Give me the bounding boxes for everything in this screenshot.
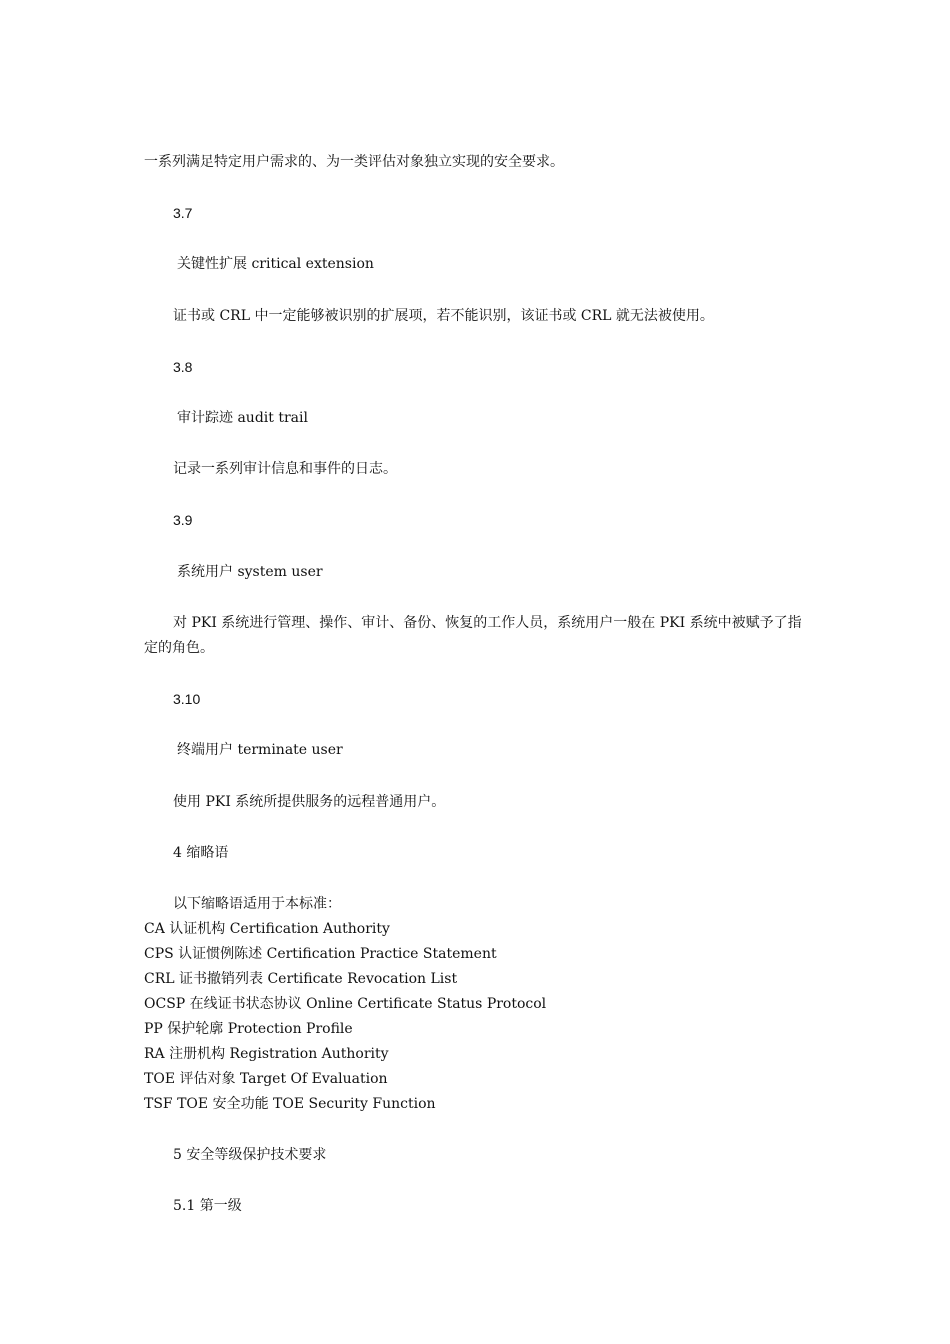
abbreviation-item: CRL 证书撤销列表 Certificate Revocation List [144,971,458,987]
term-definition: 证书或 CRL 中一定能够被识别的扩展项，若不能识别，该证书或 CRL 就无法被使用。 [173,308,714,324]
term-number: 3.10 [173,691,201,707]
term-definition: 记录一系列审计信息和事件的日志。 [173,461,397,477]
section-heading: 5 安全等级保护技术要求 [173,1147,327,1163]
section-heading: 4 缩略语 [173,845,229,861]
term-title: 终端用户 terminate user [177,742,343,758]
term-title: 关键性扩展 critical extension [177,256,374,272]
term-definition-line1: 对 PKI 系统进行管理、操作、审计、备份、恢复的工作人员，系统用户一般在 PKI 系统中被赋予了指 [173,615,802,631]
abbreviation-item: CA 认证机构 Certification Authority [144,921,390,937]
abbreviation-item: RA 注册机构 Registration Authority [144,1046,389,1062]
term-number: 3.9 [173,512,193,528]
section-intro: 以下缩略语适用于本标准： [173,896,341,912]
term-definition: 使用 PKI 系统所提供服务的远程普通用户。 [173,794,446,810]
abbreviation-item: TOE 评估对象 Target Of Evaluation [144,1071,388,1087]
abbreviation-item: TSF TOE 安全功能 TOE Security Function [144,1096,436,1112]
term-definition-line2: 定的角色。 [144,640,214,656]
abbreviation-item: CPS 认证惯例陈述 Certification Practice Statement [144,946,497,962]
abbreviation-item: OCSP 在线证书状态协议 Online Certificate Status Protocol [144,996,547,1012]
term-number: 3.8 [173,359,193,375]
subsection-heading: 5.1 第一级 [173,1198,242,1214]
abbreviation-item: PP 保护轮廓 Protection Profile [144,1021,353,1037]
intro-line: 一系列满足特定用户需求的、为一类评估对象独立实现的安全要求。 [144,154,564,170]
term-title: 审计踪迹 audit trail [177,410,308,426]
term-title: 系统用户 system user [177,564,323,580]
term-number: 3.7 [173,205,193,221]
